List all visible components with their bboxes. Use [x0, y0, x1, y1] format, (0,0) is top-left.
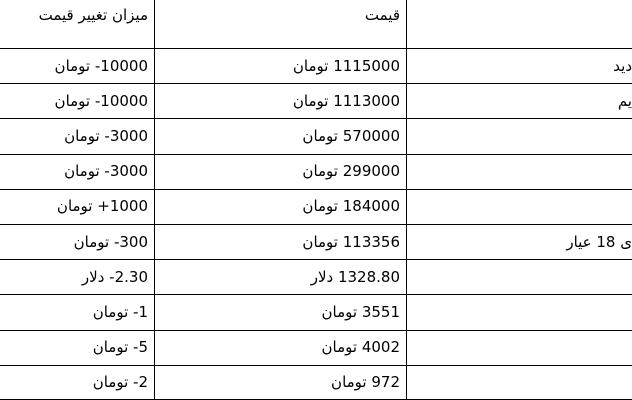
- price-value: 299000 تومان: [302, 162, 400, 181]
- price-cell: [155, 119, 407, 154]
- item-name: دید: [613, 56, 632, 75]
- change-cell: [0, 119, 155, 154]
- change-value: 3000- تومان: [64, 162, 148, 181]
- table-row: [0, 260, 632, 295]
- price-cell: [155, 295, 407, 330]
- item-name: ی 18 عیار: [566, 232, 632, 251]
- table-row: [0, 49, 632, 84]
- header-price-cell: [155, 0, 407, 49]
- item-cell: [407, 295, 632, 330]
- change-cell: [0, 224, 155, 259]
- price-cell: [155, 365, 407, 399]
- change-cell: [0, 189, 155, 224]
- price-cell: [155, 260, 407, 295]
- table-row: [0, 189, 632, 224]
- item-cell: [407, 224, 632, 259]
- price-value: 3551 تومان: [321, 302, 400, 321]
- table-row: [0, 154, 632, 189]
- change-value: 10000- تومان: [54, 91, 148, 110]
- price-value: 1113000 تومان: [292, 91, 400, 110]
- table-row: [0, 365, 632, 399]
- item-cell: [407, 330, 632, 365]
- item-cell: [407, 84, 632, 119]
- price-cell: [155, 330, 407, 365]
- header-change-cell: [0, 0, 155, 49]
- price-value: 570000 تومان: [302, 127, 400, 145]
- table-header-row: [0, 0, 632, 49]
- table-row: [0, 119, 632, 154]
- price-cell: [155, 49, 407, 84]
- item-cell: [407, 119, 632, 154]
- item-cell: [407, 189, 632, 224]
- change-value: 1000+ تومان: [56, 197, 148, 216]
- change-cell: [0, 260, 155, 295]
- change-value: 5- تومان: [92, 338, 148, 357]
- item-cell: [407, 49, 632, 84]
- change-cell: [0, 49, 155, 84]
- table-row: [0, 330, 632, 365]
- change-cell: [0, 84, 155, 119]
- price-value: 972 تومان: [331, 372, 400, 391]
- item-name: یم: [617, 91, 632, 110]
- price-cell: [155, 154, 407, 189]
- item-cell: [407, 154, 632, 189]
- table-row: [0, 224, 632, 259]
- price-value: 113356 تومان: [302, 232, 400, 251]
- item-cell: [407, 260, 632, 295]
- price-cell: [155, 84, 407, 119]
- price-value: 1115000 تومان: [292, 56, 400, 75]
- header-price-label: قیمت: [364, 6, 400, 24]
- change-cell: [0, 330, 155, 365]
- item-cell: [407, 365, 632, 399]
- change-value: 300- تومان: [73, 232, 148, 251]
- price-value: 4002 تومان: [321, 338, 400, 357]
- change-cell: [0, 365, 155, 399]
- change-value: 1- تومان: [92, 302, 148, 321]
- change-value: 3000- تومان: [64, 127, 148, 145]
- change-cell: [0, 154, 155, 189]
- change-value: 2- تومان: [92, 372, 148, 391]
- header-change-label: میزان تغییر قیمت: [38, 6, 148, 24]
- price-cell: [155, 189, 407, 224]
- header-item-cell: [407, 0, 632, 49]
- table-row: [0, 295, 632, 330]
- change-value: 10000- تومان: [54, 56, 148, 75]
- change-cell: [0, 295, 155, 330]
- change-value: 2.30- دلار: [81, 267, 148, 286]
- price-cell: [155, 224, 407, 259]
- price-value: 184000 تومان: [302, 197, 400, 216]
- price-value: 1328.80 دلار: [310, 267, 400, 286]
- table-row: [0, 84, 632, 119]
